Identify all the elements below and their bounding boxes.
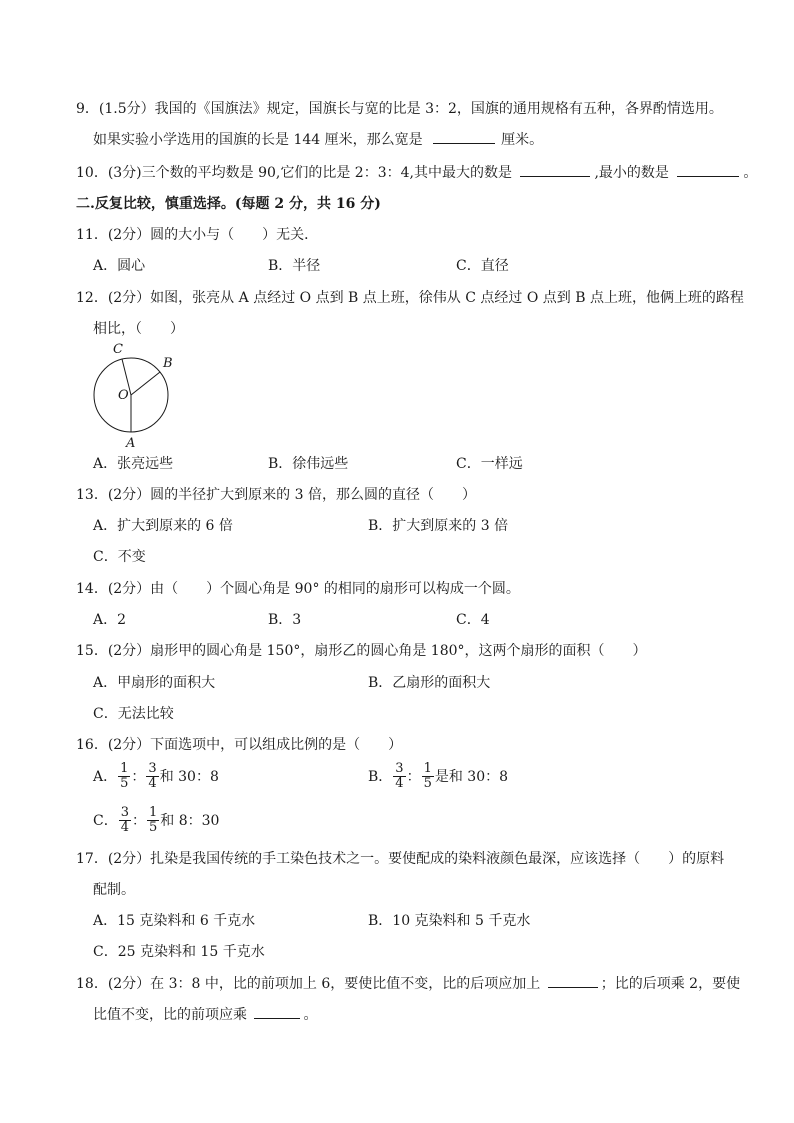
q12-option-c[interactable]: C．一样远 bbox=[456, 456, 523, 472]
q9-text-b: 厘米。 bbox=[501, 132, 544, 148]
q15-option-a[interactable]: A．甲扇形的面积大 bbox=[93, 675, 216, 691]
q12-circle-figure bbox=[88, 340, 188, 450]
fraction bbox=[146, 762, 158, 791]
option-tail: 是和 30：8 bbox=[434, 768, 509, 785]
q16-stem: 16．(2分）下面选项中，可以组成比例的是（ ） bbox=[76, 737, 403, 753]
numerator: 3 bbox=[120, 805, 129, 820]
q18-front-term-blank[interactable] bbox=[254, 1006, 300, 1019]
q12-line1: 12．(2分）如图，张亮从 A 点经过 O 点到 B 点上班，徐伟从 C 点经过 O 点到 B 点上班，他俩上班的路程 bbox=[76, 290, 744, 306]
q11-option-b[interactable]: B．半径 bbox=[268, 258, 321, 274]
q12-option-b[interactable]: B．徐伟远些 bbox=[268, 456, 349, 472]
fraction bbox=[119, 806, 131, 835]
q12-line2: 相比，（ ） bbox=[93, 321, 184, 337]
q18-text-a: 18．(2分）在 3：8 中，比的前项加上 6，要使比值不变，比的后项应加上 bbox=[76, 976, 541, 992]
q11-option-c[interactable]: C．直径 bbox=[456, 258, 509, 274]
q13-stem: 13．(2分）圆的半径扩大到原来的 3 倍，那么圆的直径（ ） bbox=[76, 487, 476, 503]
q15-option-b[interactable]: B．乙扇形的面积大 bbox=[368, 675, 491, 691]
q18-line1 bbox=[76, 975, 740, 993]
numerator: 1 bbox=[149, 805, 158, 820]
numerator: 3 bbox=[148, 761, 157, 776]
q17-option-a[interactable]: A．15 克染料和 6 千克水 bbox=[93, 913, 256, 929]
denominator: 5 bbox=[423, 776, 432, 791]
ratio-colon: ： bbox=[132, 812, 146, 829]
q10-text-c: 。 bbox=[743, 165, 758, 181]
q10-line bbox=[76, 164, 757, 182]
denominator: 4 bbox=[395, 776, 404, 791]
point-o-label: O bbox=[118, 388, 129, 403]
fraction bbox=[118, 762, 130, 791]
q16-option-a[interactable] bbox=[93, 762, 219, 791]
option-tail: 和 30：8 bbox=[159, 768, 219, 785]
q14-option-b[interactable]: B．3 bbox=[268, 612, 302, 628]
q16-option-b[interactable] bbox=[368, 762, 508, 791]
q9-line2 bbox=[93, 131, 543, 149]
q15-option-c[interactable]: C．无法比较 bbox=[93, 706, 174, 722]
denominator: 4 bbox=[120, 820, 129, 835]
option-letter: C． bbox=[93, 812, 118, 829]
ratio-colon: ： bbox=[131, 768, 146, 785]
q13-option-a[interactable]: A．扩大到原来的 6 倍 bbox=[93, 518, 233, 534]
numerator: 1 bbox=[423, 761, 432, 776]
denominator: 5 bbox=[120, 776, 129, 791]
q10-smallest-blank[interactable] bbox=[677, 164, 739, 177]
denominator: 5 bbox=[149, 820, 158, 835]
radius-ob bbox=[131, 372, 160, 395]
point-b-label: B bbox=[163, 356, 173, 371]
q18-back-term-blank[interactable] bbox=[548, 975, 598, 988]
q17-option-c[interactable]: C．25 克染料和 15 千克水 bbox=[93, 944, 265, 960]
q17-option-b[interactable]: B．10 克染料和 5 千克水 bbox=[368, 913, 531, 929]
point-a-label: A bbox=[126, 436, 136, 450]
q11-stem: 11．(2分）圆的大小与（ ）无关． bbox=[76, 227, 319, 243]
ratio-colon: ： bbox=[406, 768, 421, 785]
q9-text-a: 如果实验小学选用的国旗的长是 144 厘米，那么宽是 bbox=[93, 132, 423, 148]
option-tail: 和 8：30 bbox=[160, 812, 220, 829]
q17-line2: 配制。 bbox=[93, 882, 135, 898]
numerator: 1 bbox=[120, 761, 129, 776]
q18-text-c: 比值不变，比的前项应乘 bbox=[93, 1007, 247, 1023]
section-2-heading: 二.反复比较，慎重选择。(每题 2 分，共 16 分) bbox=[76, 196, 381, 212]
q18-text-d: 。 bbox=[303, 1007, 318, 1023]
q9-answer-blank[interactable] bbox=[433, 131, 495, 144]
fraction bbox=[147, 806, 159, 835]
q16-option-c[interactable] bbox=[93, 806, 219, 835]
option-letter: B． bbox=[368, 768, 393, 785]
q18-line2 bbox=[93, 1006, 317, 1024]
fraction bbox=[422, 762, 434, 791]
point-c-label: C bbox=[113, 342, 123, 357]
q13-option-b[interactable]: B．扩大到原来的 3 倍 bbox=[368, 518, 509, 534]
q10-largest-blank[interactable] bbox=[520, 164, 590, 177]
q9-line1: 9．(1.5分）我国的《国旗法》规定，国旗长与宽的比是 3：2，国旗的通用规格有五种，各界酌情选用。 bbox=[76, 101, 723, 117]
q17-line1: 17．(2分）扎染是我国传统的手工染色技术之一。要使配成的染料液颜色最深，应该选择（ ）的原料 bbox=[76, 851, 725, 867]
fraction bbox=[393, 762, 405, 791]
q14-stem: 14．(2分）由（ ）个圆心角是 90° 的相同的扇形可以构成一个圆。 bbox=[76, 581, 520, 597]
q12-option-a[interactable]: A．张亮远些 bbox=[93, 456, 174, 472]
q15-stem: 15．(2分）扇形甲的圆心角是 150°，扇形乙的圆心角是 180°，这两个扇形的面积（ ） bbox=[76, 643, 647, 659]
q14-option-a[interactable]: A．2 bbox=[93, 612, 127, 628]
q13-option-c[interactable]: C．不变 bbox=[93, 549, 146, 565]
q10-text-a: 10．(3分)三个数的平均数是 90,它们的比是 2：3：4,其中最大的数是 bbox=[76, 165, 512, 181]
numerator: 3 bbox=[395, 761, 404, 776]
q14-option-c[interactable]: C．4 bbox=[456, 612, 490, 628]
denominator: 4 bbox=[148, 776, 157, 791]
q11-option-a[interactable]: A．圆心 bbox=[93, 258, 146, 274]
option-letter: A． bbox=[93, 768, 118, 785]
q18-text-b: ；比的后项乘 2，要使 bbox=[600, 976, 741, 992]
q10-text-b: ,最小的数是 bbox=[594, 165, 669, 181]
